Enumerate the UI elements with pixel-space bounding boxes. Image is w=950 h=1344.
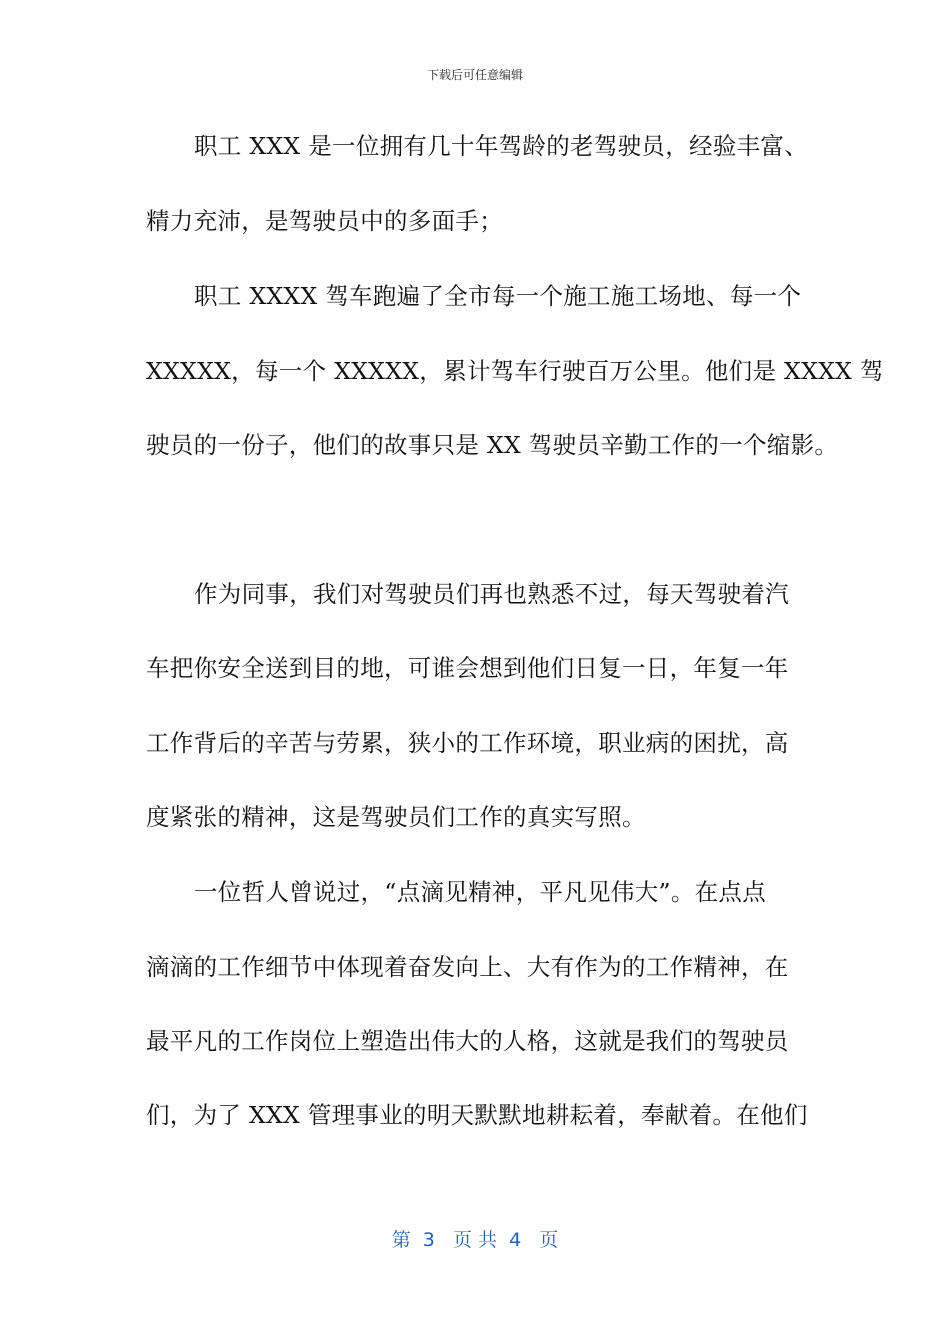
paragraph-line: XXXXX，每一个 XXXXX，累计驾车行驶百万公里。他们是 XXXX 驾: [146, 357, 884, 385]
paragraph-line: 作为同事，我们对驾驶员们再也熟悉不过，每天驾驶着汽: [194, 580, 789, 608]
paragraph-line: 度紧张的精神，这是驾驶员们工作的真实写照。: [146, 803, 646, 831]
paragraph-line: 最平凡的工作岗位上塑造出伟大的人格，这就是我们的驾驶员: [146, 1027, 789, 1055]
page-footer: 第 3 页 共 4 页: [391, 1229, 559, 1251]
paragraph-line: 滴滴的工作细节中体现着奋发向上、大有作为的工作精神，在: [146, 953, 789, 981]
paragraph-line: 车把你安全送到目的地，可谁会想到他们日复一日，年复一年: [146, 654, 789, 682]
paragraph-line: 精力充沛，是驾驶员中的多面手；: [146, 207, 503, 235]
paragraph-line: 职工 XXX 是一位拥有几十年驾龄的老驾驶员，经验丰富、: [194, 132, 809, 160]
paragraph-line: 工作背后的辛苦与劳累，狭小的工作环境，职业病的困扰，高: [146, 729, 789, 757]
paragraph-line: 职工 XXXX 驾车跑遍了全市每一个施工施工场地、每一个: [194, 282, 802, 310]
paragraph-line: 们，为了 XXX 管理事业的明天默默地耕耘着，奉献着。在他们: [146, 1101, 808, 1129]
page-header: 下载后可任意编辑: [426, 68, 523, 82]
paragraph-line: 一位哲人曾说过，“点滴见精神，平凡见伟大”。在点点: [194, 878, 767, 906]
paragraph-line: 驶员的一份子，他们的故事只是 XX 驾驶员辛勤工作的一个缩影。: [146, 431, 839, 459]
